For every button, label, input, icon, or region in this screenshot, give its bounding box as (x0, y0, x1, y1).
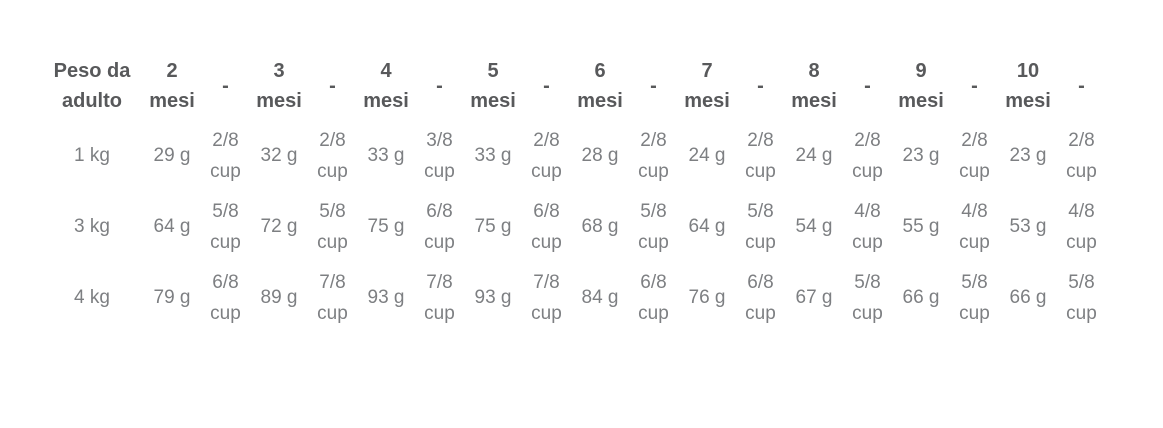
grams-cell: 79 g (153, 286, 191, 308)
cup-cell (842, 120, 893, 191)
cup-unit-label: cup (531, 160, 562, 182)
cup-cell (628, 262, 679, 333)
cup-unit-label: cup (424, 160, 455, 182)
cup-cell (521, 262, 572, 333)
grams-cell: 24 g (795, 144, 833, 166)
cup-cell (521, 191, 572, 262)
month-unit-label: mesi (149, 90, 195, 112)
cup-unit-label: cup (638, 160, 669, 182)
grams-cell: 53 g (1009, 215, 1047, 237)
table-row (40, 191, 1107, 262)
feeding-table-body (40, 120, 1107, 333)
cup-cell (735, 262, 786, 333)
month-unit-label: mesi (791, 90, 837, 112)
cup-unit-label: cup (745, 231, 776, 253)
cup-unit-label: cup (852, 302, 883, 324)
cup-cell (307, 262, 358, 333)
cup-fraction: 4/8 (961, 200, 988, 222)
month-header-9 (893, 52, 949, 120)
cup-unit-label: cup (210, 231, 241, 253)
cup-fraction: 6/8 (747, 271, 774, 293)
cup-fraction: 6/8 (212, 271, 239, 293)
grams-cell: 32 g (260, 144, 298, 166)
weight-cell: 3 kg (74, 215, 110, 237)
grams-cell: 67 g (795, 286, 833, 308)
grams-cell: 33 g (367, 144, 405, 166)
month-unit-label: mesi (1005, 90, 1051, 112)
adult-weight-header (40, 52, 144, 120)
month-header-7 (679, 52, 735, 120)
cup-cell (521, 120, 572, 191)
cup-cell (628, 120, 679, 191)
cup-unit-label: cup (317, 302, 348, 324)
cup-unit-label: cup (424, 302, 455, 324)
month-number: 10 (1016, 60, 1040, 82)
cup-unit-label: cup (424, 231, 455, 253)
grams-cell: 76 g (688, 286, 726, 308)
cup-cell (949, 262, 1000, 333)
grams-cell: 23 g (902, 144, 940, 166)
month-header-5 (465, 52, 521, 120)
cup-fraction: 2/8 (961, 129, 988, 151)
cup-cell (842, 191, 893, 262)
month-unit-label: mesi (684, 90, 730, 112)
grams-cell: 66 g (1009, 286, 1047, 308)
cup-fraction: 2/8 (640, 129, 667, 151)
month-number: 7 (701, 60, 713, 82)
cup-fraction: 6/8 (640, 271, 667, 293)
feeding-table-header (40, 52, 1107, 120)
month-header-3 (251, 52, 307, 120)
table-row (40, 120, 1107, 191)
cup-unit-label: cup (531, 302, 562, 324)
month-unit-label: mesi (470, 90, 516, 112)
cup-fraction: 7/8 (319, 271, 346, 293)
cup-unit-label: cup (1066, 231, 1097, 253)
cup-cell (414, 120, 465, 191)
cup-unit-label: cup (1066, 160, 1097, 182)
weight-cell: 1 kg (74, 144, 110, 166)
cup-unit-label: cup (745, 302, 776, 324)
cup-cell (735, 120, 786, 191)
cup-fraction: 2/8 (319, 129, 346, 151)
dash-header: - (650, 75, 657, 97)
grams-cell: 24 g (688, 144, 726, 166)
cup-fraction: 5/8 (747, 200, 774, 222)
cup-fraction: 6/8 (533, 200, 560, 222)
cup-unit-label: cup (317, 160, 348, 182)
cup-fraction: 5/8 (961, 271, 988, 293)
grams-cell: 64 g (688, 215, 726, 237)
grams-cell: 75 g (367, 215, 405, 237)
cup-fraction: 4/8 (854, 200, 881, 222)
cup-unit-label: cup (852, 160, 883, 182)
cup-fraction: 6/8 (426, 200, 453, 222)
month-unit-label: mesi (363, 90, 409, 112)
dash-header: - (1078, 75, 1085, 97)
month-number: 2 (166, 60, 178, 82)
month-unit-label: mesi (256, 90, 302, 112)
cup-unit-label: cup (210, 302, 241, 324)
cup-fraction: 3/8 (426, 129, 453, 151)
cup-cell (735, 191, 786, 262)
dash-header: - (329, 75, 336, 97)
grams-cell: 29 g (153, 144, 191, 166)
dash-header: - (757, 75, 764, 97)
cup-cell (1056, 191, 1107, 262)
cup-cell (1056, 262, 1107, 333)
cup-fraction: 5/8 (212, 200, 239, 222)
month-header-6 (572, 52, 628, 120)
month-number: 6 (594, 60, 606, 82)
grams-cell: 28 g (581, 144, 619, 166)
grams-cell: 64 g (153, 215, 191, 237)
grams-cell: 89 g (260, 286, 298, 308)
cup-fraction: 5/8 (640, 200, 667, 222)
cup-cell (200, 191, 251, 262)
weight-cell: 4 kg (74, 286, 110, 308)
cup-cell (949, 191, 1000, 262)
cup-unit-label: cup (638, 302, 669, 324)
cup-cell (200, 262, 251, 333)
cup-unit-label: cup (959, 160, 990, 182)
grams-cell: 75 g (474, 215, 512, 237)
cup-cell (307, 120, 358, 191)
cup-unit-label: cup (959, 231, 990, 253)
cup-fraction: 7/8 (426, 271, 453, 293)
cup-fraction: 2/8 (533, 129, 560, 151)
grams-cell: 72 g (260, 215, 298, 237)
cup-unit-label: cup (745, 160, 776, 182)
cup-fraction: 2/8 (1068, 129, 1095, 151)
cup-fraction: 2/8 (854, 129, 881, 151)
cup-cell (842, 262, 893, 333)
cup-unit-label: cup (1066, 302, 1097, 324)
month-number: 5 (487, 60, 499, 82)
adult-weight-header-line1: Peso da (53, 60, 131, 82)
cup-fraction: 4/8 (1068, 200, 1095, 222)
cup-unit-label: cup (531, 231, 562, 253)
cup-fraction: 5/8 (319, 200, 346, 222)
cup-fraction: 7/8 (533, 271, 560, 293)
table-row (40, 262, 1107, 333)
cup-unit-label: cup (638, 231, 669, 253)
month-number: 3 (273, 60, 285, 82)
dash-header: - (436, 75, 443, 97)
dash-header: - (222, 75, 229, 97)
month-unit-label: mesi (898, 90, 944, 112)
grams-cell: 33 g (474, 144, 512, 166)
month-header-8 (786, 52, 842, 120)
grams-cell: 68 g (581, 215, 619, 237)
month-header-2 (144, 52, 200, 120)
cup-cell (414, 191, 465, 262)
cup-unit-label: cup (210, 160, 241, 182)
cup-fraction: 2/8 (212, 129, 239, 151)
month-number: 9 (915, 60, 927, 82)
cup-unit-label: cup (959, 302, 990, 324)
dash-header: - (543, 75, 550, 97)
dash-header: - (971, 75, 978, 97)
cup-cell (1056, 120, 1107, 191)
cup-cell (628, 191, 679, 262)
grams-cell: 84 g (581, 286, 619, 308)
cup-cell (414, 262, 465, 333)
grams-cell: 66 g (902, 286, 940, 308)
cup-fraction: 5/8 (854, 271, 881, 293)
month-number: 4 (380, 60, 392, 82)
grams-cell: 23 g (1009, 144, 1047, 166)
cup-fraction: 5/8 (1068, 271, 1095, 293)
cup-cell (307, 191, 358, 262)
adult-weight-header-line2: adulto (62, 90, 122, 112)
month-number: 8 (808, 60, 820, 82)
month-unit-label: mesi (577, 90, 623, 112)
month-header-10 (1000, 52, 1056, 120)
cup-cell (200, 120, 251, 191)
cup-unit-label: cup (317, 231, 348, 253)
cup-fraction: 2/8 (747, 129, 774, 151)
grams-cell: 93 g (367, 286, 405, 308)
grams-cell: 93 g (474, 286, 512, 308)
cup-cell (949, 120, 1000, 191)
header-row (40, 52, 1107, 120)
feeding-table (40, 52, 1107, 333)
grams-cell: 55 g (902, 215, 940, 237)
month-header-4 (358, 52, 414, 120)
grams-cell: 54 g (795, 215, 833, 237)
dash-header: - (864, 75, 871, 97)
cup-unit-label: cup (852, 231, 883, 253)
